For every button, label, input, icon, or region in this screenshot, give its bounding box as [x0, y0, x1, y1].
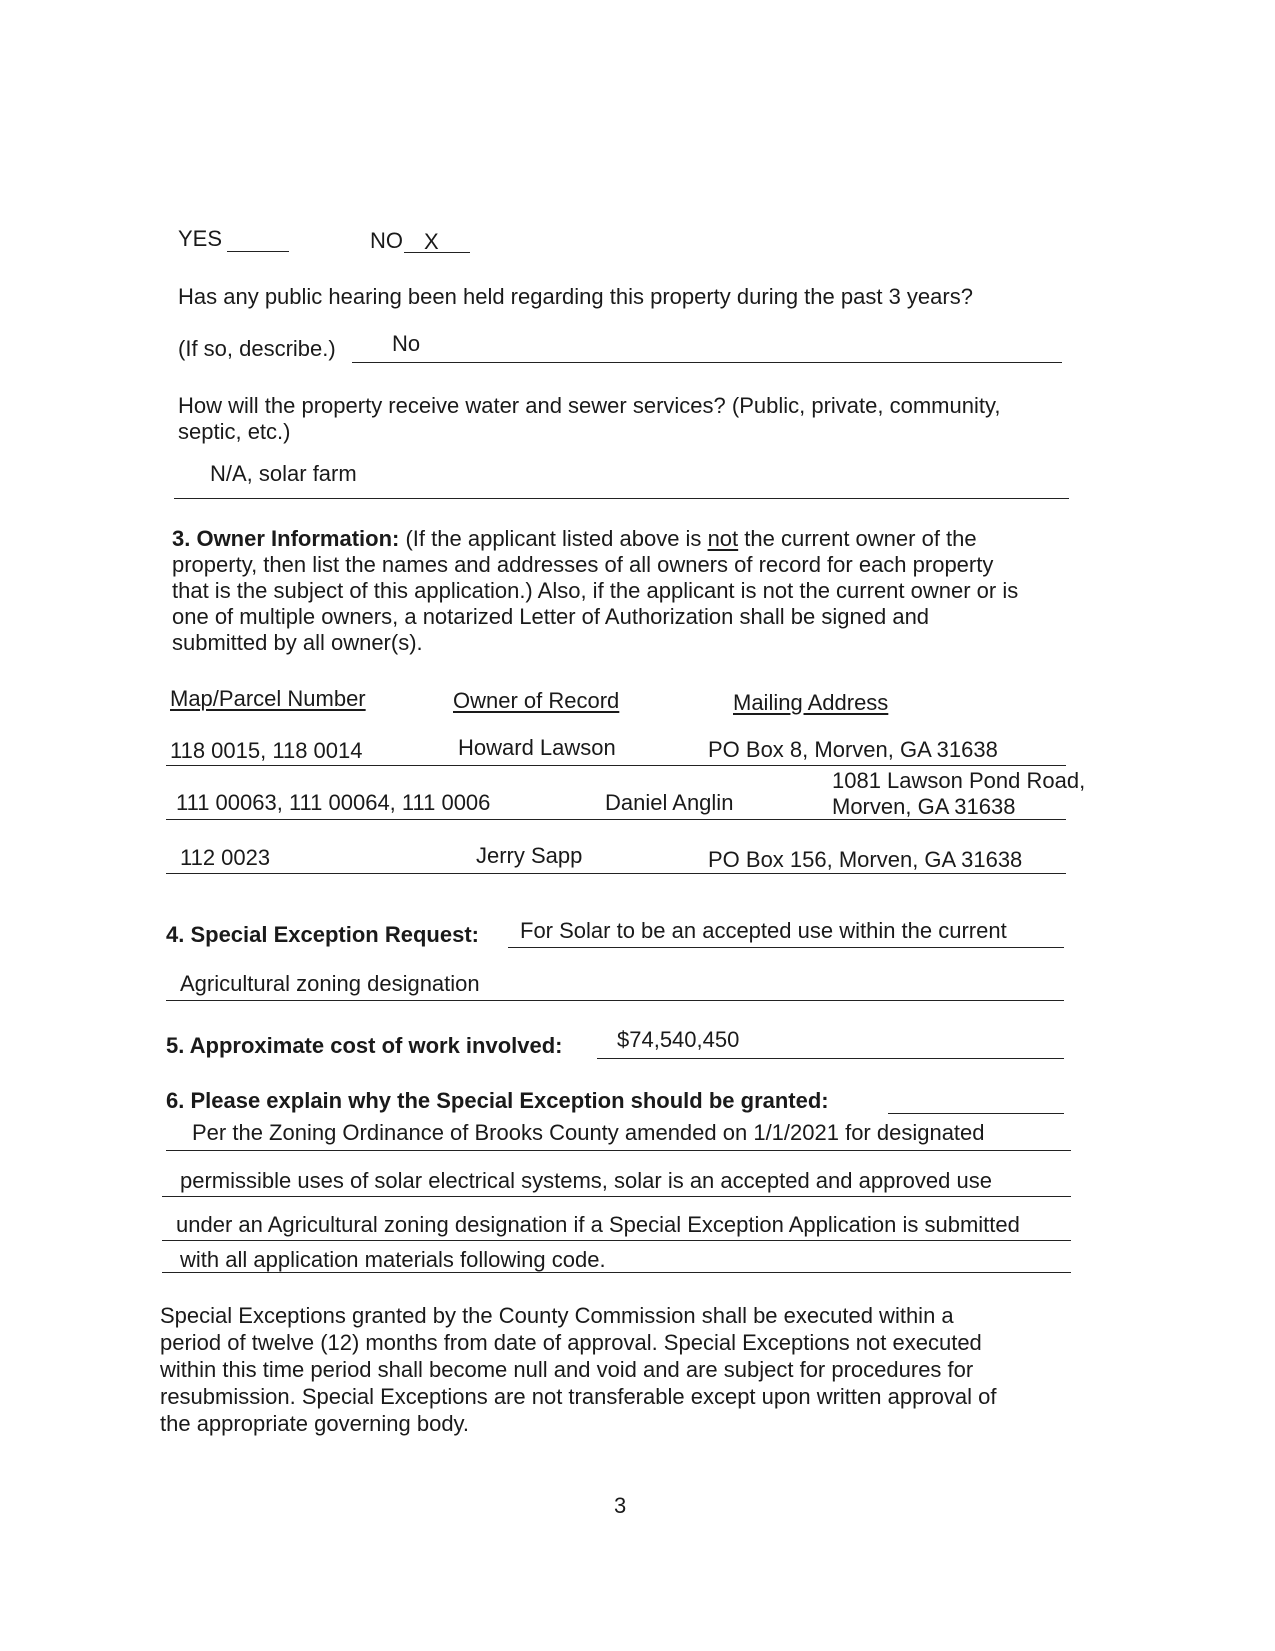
special-exception-line1-rule	[508, 947, 1064, 948]
row1-address: PO Box 8, Morven, GA 31638	[708, 737, 998, 762]
row1-parcel: 118 0015, 118 0014	[170, 738, 363, 763]
row1-owner: Howard Lawson	[458, 735, 616, 760]
footer-note-line5: the appropriate governing body.	[160, 1411, 470, 1436]
cost-value: $74,540,450	[617, 1027, 740, 1052]
row2-parcel: 111 00063, 111 00064, 111 0006	[176, 790, 491, 815]
yes-label: YES	[178, 226, 223, 251]
explain-line1-rule	[166, 1150, 1071, 1151]
footer-note-line1: Special Exceptions granted by the County Commission shall be executed within a	[160, 1303, 954, 1328]
special-exception-line2-rule	[166, 1000, 1064, 1001]
explain-line1: Per the Zoning Ordinance of Brooks County amended on 1/1/2021 for designated	[192, 1120, 985, 1145]
no-label: NO	[370, 228, 403, 253]
row2-line	[166, 819, 1066, 820]
special-exception-label: 4. Special Exception Request:	[166, 922, 479, 947]
explain-line3: under an Agricultural zoning designation if a Special Exception Application is submitted	[176, 1212, 1020, 1237]
explain-line2-rule	[162, 1196, 1071, 1197]
water-sewer-answer-line	[174, 498, 1069, 499]
owner-info-line4: one of multiple owners, a notarized Letter of Authorization shall be signed and	[172, 604, 930, 629]
column-header-parcel: Map/Parcel Number	[170, 686, 366, 711]
footer-note-line4: resubmission. Special Exceptions are not transferable except upon written approval of	[160, 1384, 997, 1409]
describe-label: (If so, describe.)	[178, 336, 336, 361]
row2-address-line1: 1081 Lawson Pond Road,	[832, 768, 1086, 793]
owner-info-line5: submitted by all owner(s).	[172, 630, 423, 655]
explain-line4: with all application materials following code.	[180, 1247, 606, 1272]
footer-note-line3: within this time period shall become null and void and are subject for procedures for	[160, 1357, 974, 1382]
cost-label: 5. Approximate cost of work involved:	[166, 1033, 563, 1058]
describe-value: No	[392, 331, 421, 356]
public-hearing-question: Has any public hearing been held regarding this property during the past 3 years?	[178, 284, 973, 309]
explain-line3-rule	[162, 1240, 1071, 1241]
special-exception-line2: Agricultural zoning designation	[180, 971, 480, 996]
owner-info-heading: 3. Owner Information:	[172, 526, 400, 551]
explain-label-rule	[888, 1113, 1064, 1114]
water-sewer-answer: N/A, solar farm	[210, 461, 357, 486]
row3-address: PO Box 156, Morven, GA 31638	[708, 847, 1023, 872]
explain-label: 6. Please explain why the Special Exception should be granted:	[166, 1088, 829, 1113]
explain-line2: permissible uses of solar electrical systems, solar is an accepted and approved use	[180, 1168, 992, 1193]
footer-note	[160, 1302, 1090, 1437]
row3-line	[166, 873, 1066, 874]
column-header-address: Mailing Address	[733, 690, 889, 715]
row1-line	[166, 765, 1066, 766]
row3-owner: Jerry Sapp	[476, 843, 583, 868]
footer-note-line2: period of twelve (12) months from date of approval. Special Exceptions not executed	[160, 1330, 982, 1355]
water-sewer-question-line1: How will the property receive water and sewer services? (Public, private, community,	[178, 393, 1001, 418]
owner-info-line2: property, then list the names and addresses of all owners of record for each property	[172, 552, 994, 577]
describe-answer-line	[352, 362, 1062, 363]
row2-address-line2: Morven, GA 31638	[832, 794, 1016, 819]
row3-parcel: 112 0023	[180, 845, 271, 870]
owner-info-paragraph	[172, 526, 1082, 656]
row2-owner: Daniel Anglin	[605, 790, 734, 815]
water-sewer-question-line2: septic, etc.)	[178, 419, 291, 444]
special-exception-line1: For Solar to be an accepted use within the current	[520, 918, 1007, 943]
owner-info-not-word: not	[707, 526, 739, 551]
owner-info-text-before-not: (If the applicant listed above is	[405, 526, 702, 551]
explain-line4-rule	[162, 1272, 1071, 1273]
no-answer-line	[404, 252, 470, 253]
owner-info-text-after-not: the current owner of the	[744, 526, 977, 551]
column-header-owner: Owner of Record	[453, 688, 620, 713]
cost-rule	[597, 1058, 1064, 1059]
owner-info-line3: that is the subject of this application.) Also, if the applicant is not the current owner or is	[172, 578, 1019, 603]
no-answer-value: X	[424, 229, 439, 254]
yes-answer-line	[227, 251, 289, 252]
page-number: 3	[614, 1493, 627, 1518]
